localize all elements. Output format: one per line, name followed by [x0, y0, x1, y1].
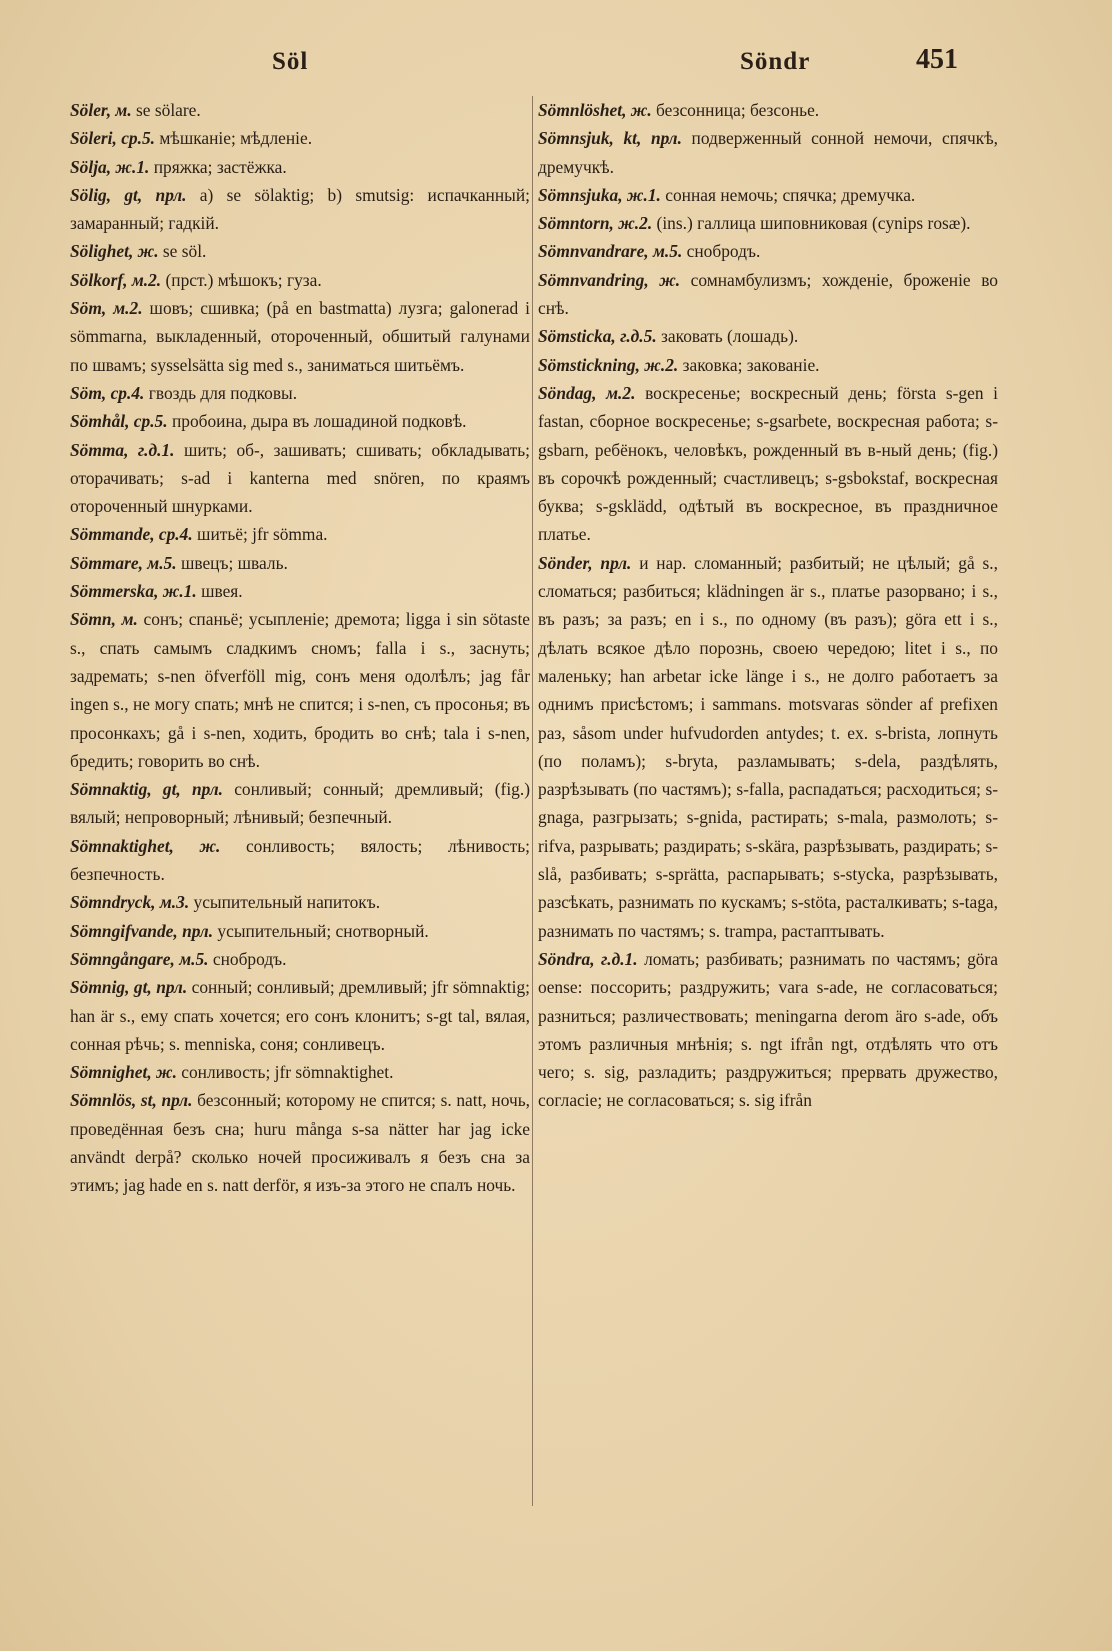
entry-definition: сонная немочь; спячка; дремучка.	[660, 184, 916, 205]
dictionary-entry	[538, 351, 998, 379]
entry-definition: заковать (лошадь).	[656, 326, 799, 347]
entry-headword: Sömmerska, ж.1.	[70, 581, 197, 602]
entry-headword: Sölkorf, м.2.	[70, 269, 162, 290]
entry-headword: Sömnig, gt, прл.	[70, 977, 188, 998]
entry-definition: швея.	[196, 581, 243, 602]
entry-definition: мѣшканіе; мѣдленіе.	[155, 128, 313, 149]
right-column	[538, 96, 998, 1115]
dictionary-entry	[70, 1058, 530, 1086]
entry-definition: снобродъ.	[682, 241, 761, 262]
entry-headword: Sölighet, ж.	[70, 241, 159, 262]
entry-definition: шитьё; jfr sömma.	[192, 524, 328, 545]
entry-definition: усыпительный напитокъ.	[189, 892, 381, 913]
page-number: 451	[916, 44, 958, 75]
dictionary-entry	[538, 379, 998, 549]
dictionary-entry	[70, 407, 530, 435]
dictionary-entry	[70, 945, 530, 973]
entry-definition: сонливый; сонный; дремливый; (fig.) вялый; непроворный; лѣнивый; безпечный.	[70, 779, 530, 828]
dictionary-entry	[70, 549, 530, 577]
entry-headword: Sömstickning, ж.2.	[538, 354, 679, 375]
entry-definition: сомнамбулизмъ; хожденіе, броженіе во снѣ.	[538, 269, 998, 319]
entry-definition: гвоздь для подковы.	[144, 382, 298, 403]
entry-definition: сонливость; вялость; лѣнивость; безпечность.	[70, 835, 531, 885]
dictionary-entry	[70, 775, 530, 832]
entry-definition: (ins.) галлица шиповниковая (cynips rosæ).	[652, 213, 971, 234]
dictionary-entry	[70, 888, 530, 916]
dictionary-entry	[70, 832, 530, 889]
dictionary-entry	[538, 945, 998, 1115]
entry-headword: Söndra, г.д.1.	[538, 948, 638, 969]
running-header	[60, 44, 1060, 84]
entry-headword: Sömhål, ср.5.	[70, 411, 168, 432]
dictionary-entry	[70, 520, 530, 548]
entry-definition: безсонный; которому не спится; s. natt, ночь, проведённая безъ сна; huru många s-sa nätter har jag icke användt derpå? сколько ночей просиживалъ я безъ сна за этимъ; jag hade en s. natt derför, я изъ-за этого не спалъ ночь.	[70, 1090, 531, 1196]
dictionary-entry	[70, 436, 530, 521]
entry-definition: шовъ; сшивка; (på en bastmatta) лузга; galonerad i sömmarna, выкладенный, отороченный, обшитый галунами по швамъ; sysselsätta sig med s., заниматься шитьёмъ.	[70, 298, 530, 375]
entry-definition: и нар. сломанный; разбитый; не цѣлый; gå s., сломаться; разбиться; klädningen är s., платье разорвано; i s., въ разъ; за разъ; en i s., по одному (въ разъ); göra ett i s., дѣлать всякое дѣло порознь, своею чередою; litet i s., по маленьку; han arbetar icke länge i s., не долго работаетъ за однимъ присѣстомъ; i sammans. motsvaras sönder af prefixen раз, såsom under hufvudorden antydes; t. ex. s-brista, лопнуть (по поламъ); s-bryta, разламывать; s-dela, раздѣлять, разрѣзывать (по частямъ); s-falla, распадаться; расходиться; s-gnaga, разгрызать; s-gnida, растирать; s-mala, размолоть; s-rifva, разрывать; раздирать; s-skära, разрѣзывать, раздирать; s-slå, разбивать; s-sprätta, распарывать; s-stycka, разрѣзывать, разсѣкать, разнимать по кускамъ; s-stöta, расталкивать; s-taga, разнимать по частямъ; s. trampa, растаптывать.	[538, 552, 998, 941]
entry-headword: Söm, м.2.	[70, 298, 143, 319]
entry-headword: Sömnaktig, gt, прл.	[70, 779, 223, 800]
dictionary-entry	[70, 181, 530, 238]
entry-headword: Sölig, gt, прл.	[70, 184, 187, 205]
entry-definition: снобродъ.	[208, 948, 287, 969]
entry-definition: воскресенье; воскресный день; första s-gen i fastan, сборное воскресенье; s-gsarbete, воскресная работа; s-gsbarn, ребёнокъ, человѣкъ, рожденный въ в-ный день; (fig.) въ сорочкѣ рожденный; счастливецъ; s-gsbokstaf, воскресная буква; s-gsklädd, одѣтый въ воскресное, въ праздничное платье.	[538, 382, 999, 545]
entry-definition: подверженный сонной немочи, спячкѣ, дремучкѣ.	[538, 128, 998, 177]
entry-definition: пробоина, дыра въ лошадиной подковѣ.	[167, 411, 467, 432]
entry-headword: Sölja, ж.1.	[70, 156, 150, 177]
dictionary-entry	[70, 153, 530, 181]
entry-headword: Sömnvandring, ж.	[538, 269, 681, 290]
dictionary-entry	[70, 294, 530, 379]
entry-headword: Sönder, прл.	[538, 552, 632, 573]
entry-headword: Sömmande, ср.4.	[70, 524, 193, 545]
entry-definition: швецъ; шваль.	[176, 552, 288, 573]
dictionary-entry	[538, 322, 998, 350]
dictionary-entry	[70, 266, 530, 294]
dictionary-entry	[70, 379, 530, 407]
entry-headword: Sömnvandrare, м.5.	[538, 241, 683, 262]
entry-headword: Söleri, ср.5.	[70, 128, 156, 149]
dictionary-entry	[538, 237, 998, 265]
dictionary-entry	[538, 209, 998, 237]
entry-definition: a) se sölaktig; b) smutsig: испачканный; замаранный; гадкій.	[70, 184, 530, 234]
entry-definition: ломать; разбивать; разнимать по частямъ; göra oense: поссорить; раздружить; vara s-ade, не согласоваться; разниться; различествовать; meningarna derom äro s-ade, объ этомъ различныя мнѣнія; s. ngt ifrån ngt, отдѣлять что отъ чего; s. sig, разладить; раздружиться; прервать дружество, согласіе; не согласоваться; s. sig ifrån	[538, 948, 998, 1111]
dictionary-entry	[70, 1086, 530, 1199]
entry-headword: Sömma, г.д.1.	[70, 439, 175, 460]
entry-headword: Sömnighet, ж.	[70, 1062, 177, 1083]
entry-headword: Sömn, м.	[70, 609, 138, 630]
dictionary-entry	[538, 549, 998, 945]
entry-headword: Sömndryck, м.3.	[70, 892, 190, 913]
entry-definition: безсонница; безсонье.	[651, 100, 820, 120]
dictionary-entry	[70, 917, 530, 945]
dictionary-entry	[70, 973, 530, 1058]
entry-headword: Sömsticka, г.д.5.	[538, 326, 657, 347]
dictionary-entry	[70, 577, 530, 605]
entry-definition: сонный; сонливый; дремливый; jfr sömnaktig; han är s., ему спать хочется; его сонъ клонитъ; s-gt tal, вялая, сонная рѣчь; s. menniska, соня; сонливецъ.	[70, 977, 530, 1054]
left-column	[70, 96, 530, 1200]
entry-headword: Sömnaktighet, ж.	[70, 835, 221, 856]
entry-headword: Sömntorn, ж.2.	[538, 213, 653, 234]
entry-definition: пряжка; застёжка.	[149, 156, 287, 177]
entry-headword: Sömnlös, st, прл.	[70, 1090, 193, 1111]
entry-headword: Sömnsjuka, ж.1.	[538, 184, 661, 205]
dictionary-entry	[538, 181, 998, 209]
entry-definition: se sölare.	[131, 100, 201, 120]
entry-definition: заковка; закованіе.	[678, 354, 820, 375]
entry-definition: сонливость; jfr sömnaktighet.	[176, 1062, 394, 1083]
column-divider	[532, 96, 533, 1506]
dictionary-entry	[538, 124, 998, 181]
entry-headword: Sömnsjuk, kt, прл.	[538, 128, 682, 149]
entry-definition: сонъ; спаньё; усыпленіе; дремота; ligga i sin sötaste s., спать самымъ сладкимъ сномъ; falla i s., заснуть; задремать; s-nen öfverföll mig, сонъ меня одолѣлъ; jag får ingen s., не могу спать; мнѣ не спится; i s-nen, съ просонья; въ просонкахъ; gå i s-nen, ходить, бродить во снѣ; tala i s-nen, бредить; говорить во снѣ.	[70, 609, 530, 771]
dictionary-entry	[70, 96, 530, 124]
dictionary-entry	[70, 124, 530, 152]
entry-headword: Söndag, м.2.	[538, 382, 636, 403]
entry-headword: Sömngifvande, прл.	[70, 920, 214, 941]
entry-headword: Sömnlöshet, ж.	[538, 100, 652, 120]
dictionary-entry	[70, 237, 530, 265]
entry-headword: Söm, ср.4.	[70, 382, 145, 403]
dictionary-entry	[70, 605, 530, 775]
entry-definition: se söl.	[158, 241, 207, 262]
header-left-guideword: Söl	[272, 48, 309, 75]
entry-headword: Sömngångare, м.5.	[70, 948, 209, 969]
entry-definition: шить; об-, зашивать; сшивать; обкладывать; оторачивать; s-ad i kanterna med snören, по краямъ отороченный шнурками.	[70, 439, 530, 517]
dictionary-entry	[538, 266, 998, 323]
dictionary-entry	[538, 96, 998, 124]
entry-definition: усыпительный; снотворный.	[213, 920, 429, 941]
entry-headword: Sömmare, м.5.	[70, 552, 177, 573]
entry-headword: Söler, м.	[70, 100, 132, 120]
entry-definition: (прст.) мѣшокъ; гуза.	[161, 269, 322, 290]
header-right-guideword: Söndr	[740, 48, 811, 75]
